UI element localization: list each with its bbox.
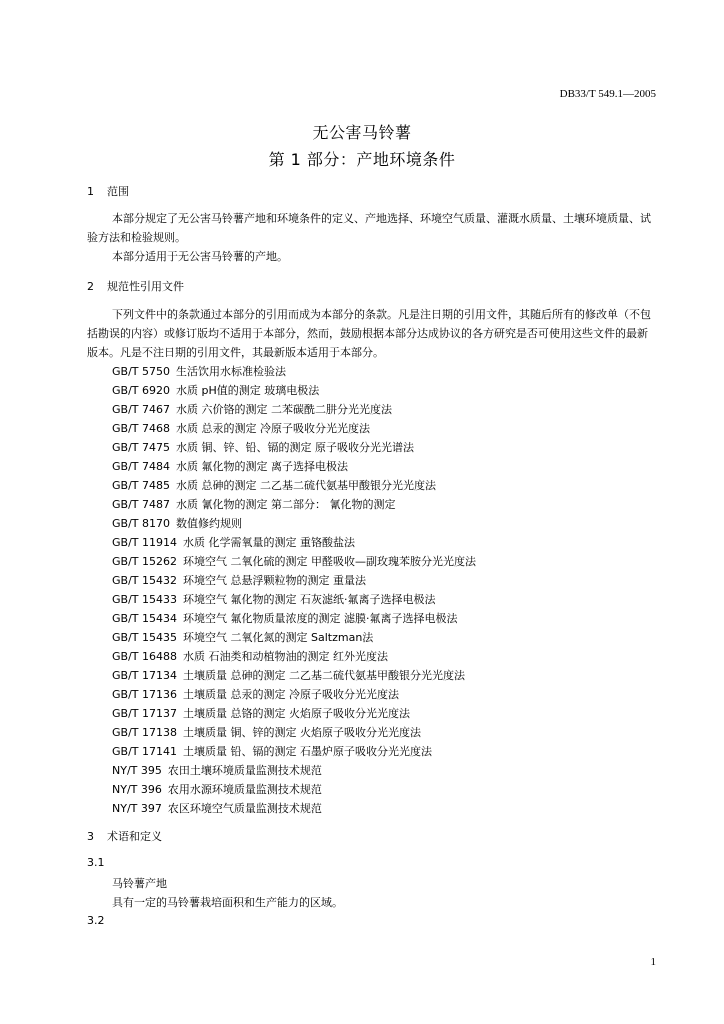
reference-item bbox=[112, 514, 476, 533]
reference-code: GB/T 17138 bbox=[112, 726, 177, 739]
reference-item bbox=[112, 704, 476, 723]
paragraph: 本部分规定了无公害马铃薯产地和环境条件的定义、产地选择、环境空气质量、灌溉水质量、土壤环境质量、试验方法和检验规则。 bbox=[87, 212, 651, 244]
reference-title: 土壤质量 铅、镉的测定 石墨炉原子吸收分光光度法 bbox=[183, 745, 432, 758]
reference-item bbox=[112, 628, 476, 647]
reference-title: 农用水源环境质量监测技术规范 bbox=[167, 783, 322, 796]
reference-title: 环境空气 氟化物质量浓度的测定 滤膜·氟离子选择电极法 bbox=[183, 612, 458, 625]
reference-item bbox=[112, 533, 476, 552]
reference-item bbox=[112, 552, 476, 571]
reference-title: 环境空气 总悬浮颗粒物的测定 重量法 bbox=[183, 574, 366, 587]
reference-code: NY/T 395 bbox=[112, 764, 162, 777]
reference-item bbox=[112, 571, 476, 590]
reference-code: GB/T 15432 bbox=[112, 574, 177, 587]
section-2-body bbox=[87, 305, 657, 362]
reference-code: GB/T 7484 bbox=[112, 460, 170, 473]
document-title: 无公害马铃薯 bbox=[312, 123, 412, 142]
reference-item bbox=[112, 590, 476, 609]
reference-code: GB/T 15262 bbox=[112, 555, 177, 568]
reference-item bbox=[112, 457, 476, 476]
reference-code: GB/T 7485 bbox=[112, 479, 170, 492]
section-title: 范围 bbox=[107, 185, 129, 198]
section-2-heading bbox=[87, 278, 184, 294]
section-title: 术语和定义 bbox=[107, 830, 162, 843]
reference-code: GB/T 7487 bbox=[112, 498, 170, 511]
reference-item bbox=[112, 381, 476, 400]
reference-title: 环境空气 二氧化氮的测定 Saltzman法 bbox=[183, 631, 374, 644]
reference-code: GB/T 7475 bbox=[112, 441, 170, 454]
term-number: 3.2 bbox=[87, 914, 105, 927]
reference-code: GB/T 6920 bbox=[112, 384, 170, 397]
reference-title: 环境空气 氟化物的测定 石灰滤纸·氟离子选择电极法 bbox=[183, 593, 436, 606]
reference-code: GB/T 17134 bbox=[112, 669, 177, 682]
reference-title: 水质 氰化物的测定 第二部分： 氰化物的测定 bbox=[176, 498, 396, 511]
reference-title: 土壤质量 总砷的测定 二乙基二硫代氨基甲酸银分光光度法 bbox=[183, 669, 465, 682]
term-number: 3.1 bbox=[87, 856, 105, 869]
reference-code: GB/T 7467 bbox=[112, 403, 170, 416]
page-number: 1 bbox=[650, 956, 656, 968]
reference-item bbox=[112, 476, 476, 495]
reference-code: GB/T 15433 bbox=[112, 593, 177, 606]
term-definition: 具有一定的马铃薯栽培面积和生产能力的区域。 bbox=[112, 896, 343, 909]
reference-item bbox=[112, 495, 476, 514]
reference-title: 土壤质量 总汞的测定 冷原子吸收分光光度法 bbox=[183, 688, 399, 701]
reference-item bbox=[112, 666, 476, 685]
reference-title: 土壤质量 铜、锌的测定 火焰原子吸收分光光度法 bbox=[183, 726, 421, 739]
reference-item bbox=[112, 742, 476, 761]
reference-item bbox=[112, 799, 476, 818]
paragraph: 下列文件中的条款通过本部分的引用而成为本部分的条款。凡是注日期的引用文件，其随后所有的修改单（不包括勘误的内容）或修订版均不适用于本部分，然而，鼓励根据本部分达成协议的各方研究是否可使用这些文件的最新版本。凡是不注日期的引用文件，其最新版本适用于本部分。 bbox=[87, 308, 651, 359]
reference-code: NY/T 396 bbox=[112, 783, 162, 796]
section-3-heading bbox=[87, 828, 162, 844]
reference-title: 水质 石油类和动植物油的测定 红外光度法 bbox=[183, 650, 388, 663]
reference-code: GB/T 7468 bbox=[112, 422, 170, 435]
reference-item bbox=[112, 419, 476, 438]
reference-title: 水质 化学需氧量的测定 重铬酸盐法 bbox=[183, 536, 355, 549]
section-1-body bbox=[87, 209, 657, 266]
reference-code: GB/T 15435 bbox=[112, 631, 177, 644]
reference-code: GB/T 5750 bbox=[112, 365, 170, 378]
reference-item bbox=[112, 400, 476, 419]
section-1-heading bbox=[87, 183, 129, 199]
reference-item bbox=[112, 685, 476, 704]
section-title: 规范性引用文件 bbox=[107, 280, 184, 293]
reference-title: 水质 六价铬的测定 二苯碳酰二肼分光光度法 bbox=[176, 403, 392, 416]
paragraph: 本部分适用于无公害马铃薯的产地。 bbox=[112, 250, 288, 263]
reference-item bbox=[112, 761, 476, 780]
reference-item bbox=[112, 723, 476, 742]
reference-title: 水质 铜、锌、铅、镉的测定 原子吸收分光光谱法 bbox=[176, 441, 414, 454]
reference-item bbox=[112, 647, 476, 666]
reference-code: GB/T 11914 bbox=[112, 536, 177, 549]
reference-list bbox=[112, 362, 476, 818]
reference-item bbox=[112, 609, 476, 628]
reference-code: NY/T 397 bbox=[112, 802, 162, 815]
document-subtitle: 第 1 部分：产地环境条件 bbox=[268, 150, 456, 169]
reference-title: 农田土壤环境质量监测技术规范 bbox=[167, 764, 322, 777]
reference-title: 水质 总砷的测定 二乙基二硫代氨基甲酸银分光光度法 bbox=[176, 479, 436, 492]
reference-title: 水质 氟化物的测定 离子选择电极法 bbox=[176, 460, 348, 473]
section-number: 2 bbox=[87, 280, 94, 293]
reference-code: GB/T 15434 bbox=[112, 612, 177, 625]
section-number: 1 bbox=[87, 185, 94, 198]
reference-title: 土壤质量 总铬的测定 火焰原子吸收分光光度法 bbox=[183, 707, 410, 720]
reference-code: GB/T 8170 bbox=[112, 517, 170, 530]
section-number: 3 bbox=[87, 830, 94, 843]
reference-code: GB/T 17141 bbox=[112, 745, 177, 758]
term-name: 马铃薯产地 bbox=[112, 877, 167, 890]
reference-title: 数值修约规则 bbox=[176, 517, 242, 530]
reference-item bbox=[112, 362, 476, 381]
reference-title: 环境空气 二氧化硫的测定 甲醛吸收—副玫瑰苯胺分光光度法 bbox=[183, 555, 476, 568]
reference-code: GB/T 17136 bbox=[112, 688, 177, 701]
reference-title: 农区环境空气质量监测技术规范 bbox=[167, 802, 322, 815]
reference-title: 生活饮用水标准检验法 bbox=[176, 365, 286, 378]
reference-title: 水质 总汞的测定 冷原子吸收分光光度法 bbox=[176, 422, 370, 435]
reference-item bbox=[112, 780, 476, 799]
reference-title: 水质 pH值的测定 玻璃电极法 bbox=[176, 384, 320, 397]
reference-code: GB/T 16488 bbox=[112, 650, 177, 663]
document-code: DB33/T 549.1—2005 bbox=[559, 88, 656, 100]
reference-code: GB/T 17137 bbox=[112, 707, 177, 720]
reference-item bbox=[112, 438, 476, 457]
